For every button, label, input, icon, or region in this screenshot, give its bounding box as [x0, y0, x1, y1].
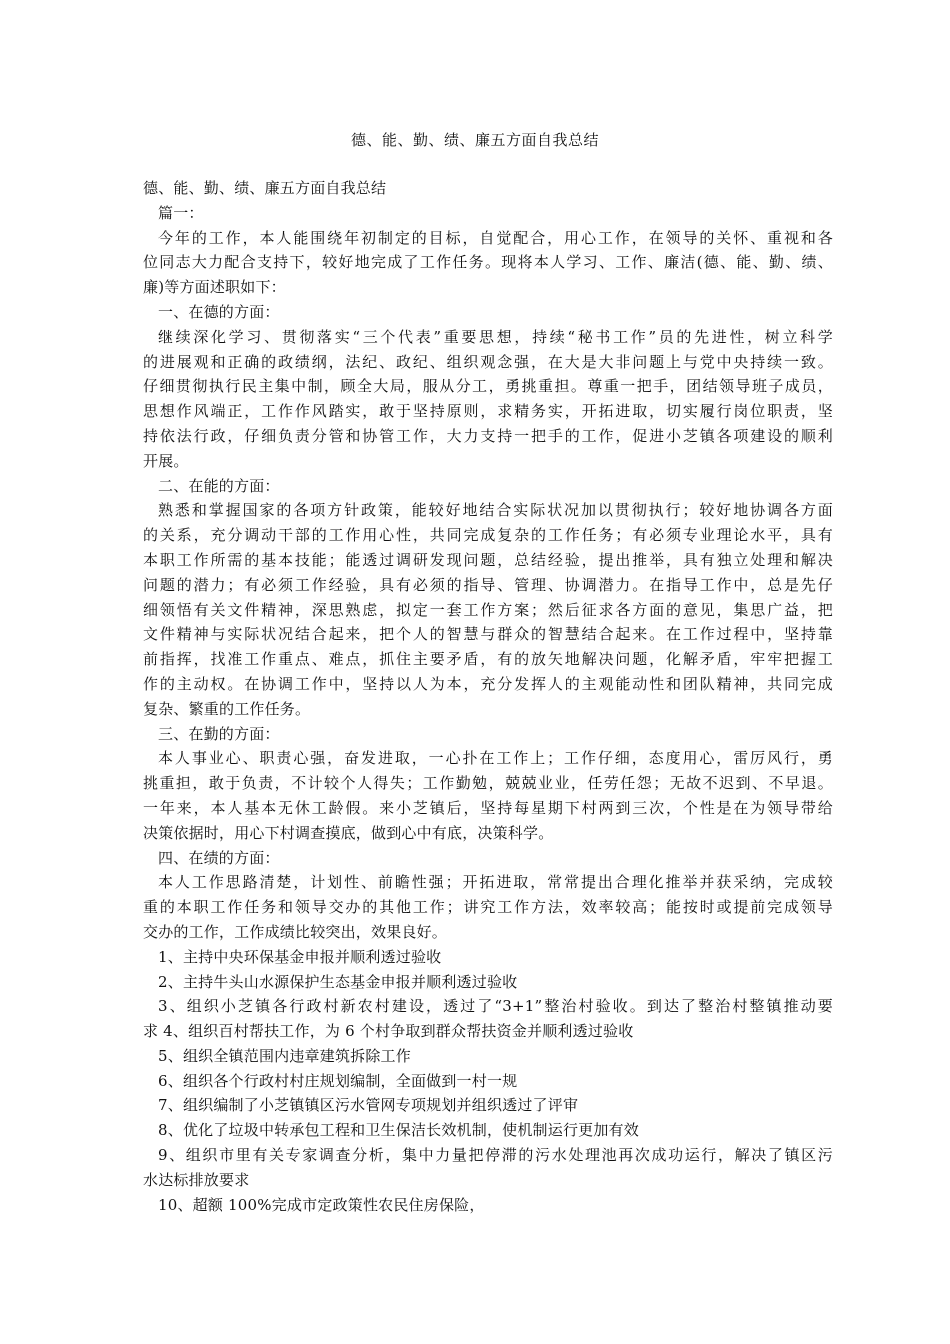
achievement-item: 2、主持牛头山水源保护生态基金申报并顺利透过验收 [158, 972, 518, 991]
text-line: 熟悉和掌握国家的各项方针政策，能较好地结合实际状况加以贯彻执行；较好地协调各方面 [158, 501, 833, 520]
achievement-item-continued: 水达标排放要求 [143, 1170, 250, 1189]
text-line: 的关系，充分调动干部的工作用心性，共同完成复杂的工作任务；有必须专业理论水平，具有 [143, 526, 833, 545]
text-line: 廉)等方面述职如下： [143, 278, 286, 297]
achievement-item: 8、优化了垃圾中转承包工程和卫生保洁长效机制，使机制运行更加有效 [158, 1121, 639, 1140]
text-line: 决策依据时，用心下村调查摸底，做到心中有底，决策科学。 [143, 823, 554, 842]
achievement-item: 9、组织市里有关专家调查分析，集中力量把停滞的污水处理池再次成功运行，解决了镇区污 [158, 1146, 833, 1165]
part-label: 篇一： [158, 203, 204, 222]
text-line: 本人事业心、职责心强，奋发进取，一心扑在工作上；工作仔细，态度用心，雷厉风行，勇 [158, 749, 833, 768]
achievement-item: 5、组织全镇范围内违章建筑拆除工作 [158, 1046, 411, 1065]
section-ji [143, 846, 833, 945]
text-line: 本人工作思路清楚，计划性、前瞻性强；开拓进取，常常提出合理化推举并获采纳，完成较 [158, 873, 833, 892]
achievement-item: 1、主持中央环保基金申报并顺利透过验收 [158, 947, 442, 966]
document-subtitle: 德、能、勤、绩、廉五方面自我总结 [143, 179, 387, 197]
text-line: 思想作风端正，工作作风踏实，敢于坚持原则，求精务实，开拓进取，切实履行岗位职责，坚 [143, 402, 833, 421]
section-heading: 二、在能的方面： [158, 476, 280, 495]
section-heading: 四、在绩的方面： [158, 848, 280, 867]
section-heading: 三、在勤的方面： [158, 724, 280, 743]
page-title: 德、能、勤、绩、廉五方面自我总结 [350, 131, 599, 149]
text-line: 挑重担，敢于负责，不计较个人得失；工作勤勉，兢兢业业，任劳任怨；无故不迟到、不早退。 [143, 774, 833, 793]
achievement-item: 6、组织各个行政村村庄规划编制，全面做到一村一规 [158, 1071, 518, 1090]
text-line: 的进展观和正确的政绩纲，法纪、政纪、组织观念强，在大是大非问题上与党中央持续一致。 [143, 352, 833, 371]
intro-paragraph [143, 226, 833, 300]
text-line: 作的主动权。在协调工作中，坚持以人为本，充分发挥人的主观能动性和团队精神，共同完成 [143, 674, 833, 693]
text-line: 本职工作所需的基本技能；能透过调研发现问题，总结经验，提出推举，具有独立处理和解决 [143, 550, 833, 569]
text-line: 一年来，本人基本无休工龄假。来小芝镇后，坚持每星期下村两到三次，个性是在为领导带给 [143, 798, 833, 817]
text-line: 仔细贯彻执行民主集中制，顾全大局，服从分工，勇挑重担。尊重一把手，团结领导班子成员， [143, 377, 833, 396]
achievement-item: 7、组织编制了小芝镇镇区污水管网专项规划并组织透过了评审 [158, 1096, 579, 1115]
achievement-list [143, 945, 833, 1218]
achievement-item: 10、超额 100%完成市定政策性农民住房保险， [158, 1195, 485, 1214]
text-line: 重的本职工作任务和领导交办的其他工作；讲究工作方法，效率较高；能按时或提前完成领导 [143, 898, 833, 917]
text-line: 继续深化学习、贯彻落实“三个代表”重要思想，持续“秘书工作”员的先进性，树立科学 [158, 327, 833, 346]
section-neng [143, 474, 833, 722]
text-line: 持依法行政，仔细负责分管和协管工作，大力支持一把手的工作，促进小芝镇各项建设的顺利 [143, 426, 833, 445]
text-line: 文件精神与实际状况结合起来，把个人的智慧与群众的智慧结合起来。在工作过程中，坚持靠 [143, 625, 833, 644]
text-line: 位同志大力配合支持下，较好地完成了工作任务。现将本人学习、工作、廉洁(德、能、勤、绩、 [143, 253, 833, 272]
achievement-item-continued: 求 4、组织百村帮扶工作，为 6 个村争取到群众帮扶资金并顺利透过验收 [143, 1022, 634, 1041]
section-qin [143, 722, 833, 846]
text-line: 前指挥，找准工作重点、难点，抓住主要矛盾，有的放矢地解决问题，化解矛盾，牢牢把握工 [143, 650, 833, 669]
section-heading: 一、在德的方面： [158, 302, 280, 321]
text-line: 细领悟有关文件精神，深思熟虑，拟定一套工作方案；然后征求各方面的意见，集思广益，把 [143, 600, 833, 619]
text-line: 复杂、繁重的工作任务。 [143, 699, 311, 718]
document-body [143, 176, 833, 1217]
text-line: 问题的潜力；有必须工作经验，具有必须的指导、管理、协调潜力。在指导工作中，总是先仔 [143, 575, 833, 594]
section-de [143, 300, 833, 474]
text-line: 交办的工作，工作成绩比较突出，效果良好。 [143, 922, 448, 941]
text-line: 开展。 [143, 451, 189, 470]
achievement-item: 3、组织小芝镇各行政村新农村建设，透过了“3+1”整治村验收。到达了整治村整镇推动要 [158, 997, 833, 1016]
text-line: 今年的工作，本人能围绕年初制定的目标，自觉配合，用心工作，在领导的关怀、重视和各 [158, 228, 833, 247]
